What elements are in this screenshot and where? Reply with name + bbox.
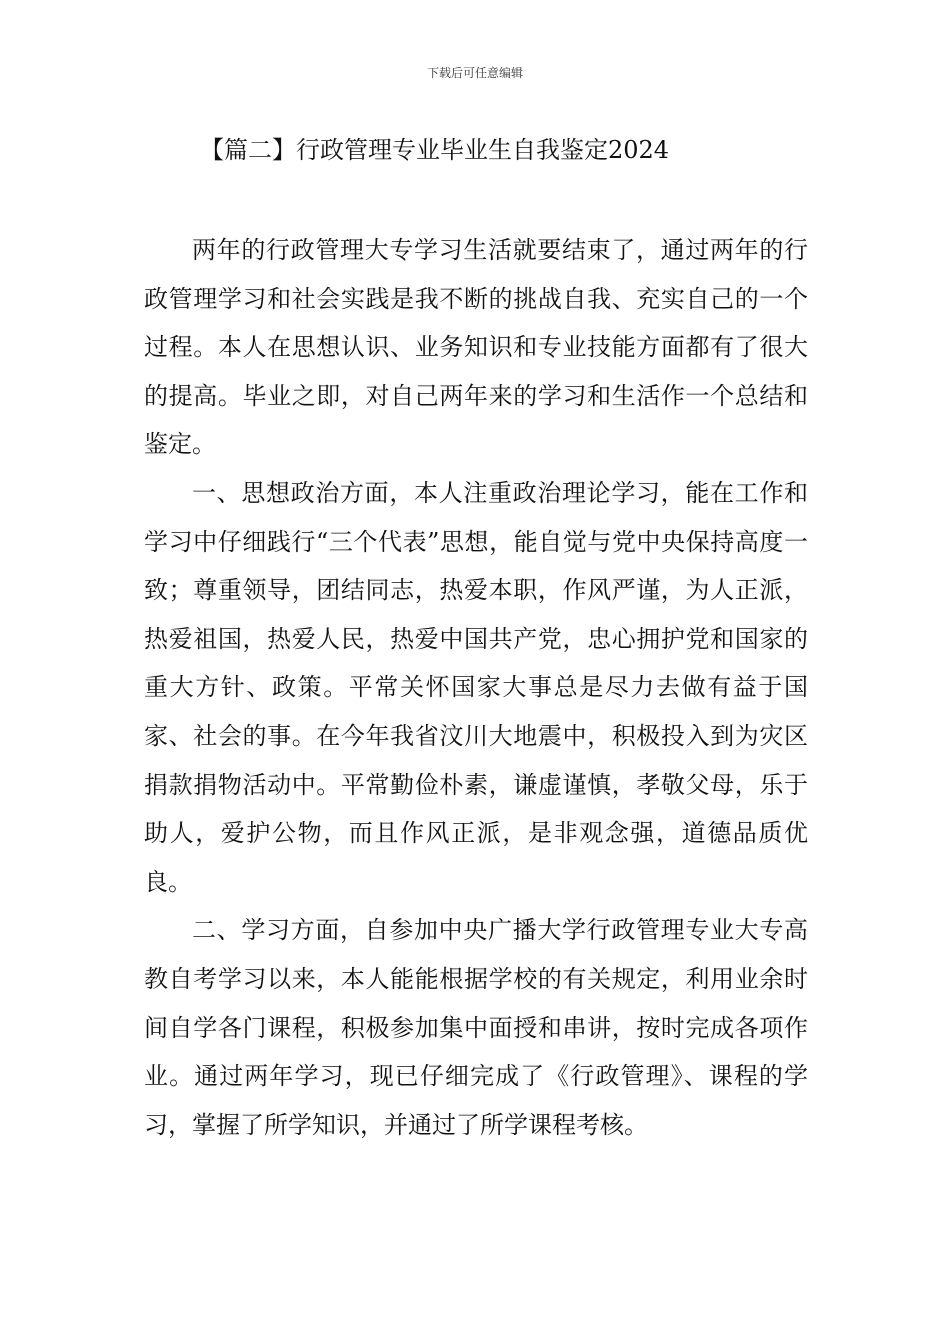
page-header-note: 下载后可任意编辑 [426, 66, 523, 80]
paragraph-political: 一、思想政治方面，本人注重政治理论学习，能在工作和学习中仔细践行“三个代表”思想，能自觉与党中央保持高度一致；尊重领导，团结同志，热爱本职，作风严谨，为人正派，热爱祖国，热爱人民，热爱中国共产党，忠心拥护党和国家的重大方针、政策。平常关怀国家大事总是尽力去做有益于国家、社会的事。在今年我省汶川大地震中，积极投入到为灾区捐款捐物活动中。平常勤俭朴素，谦虚谨慎，孝敬父母，乐于助人，爱护公物，而且作风正派，是非观念强，道德品质优良。 [144, 478, 808, 896]
paragraph-study: 二、学习方面，自参加中央广播大学行政管理专业大专高教自考学习以来，本人能能根据学校的有关规定，利用业余时间自学各门课程，积极参加集中面授和串讲，按时完成各项作业。通过两年学习，现已仔细完成了《行政管理》、课程的学习，掌握了所学知识，并通过了所学课程考核。 [144, 916, 808, 1139]
paragraph-intro: 两年的行政管理大专学习生活就要结束了，通过两年的行政管理学习和社会实践是我不断的挑战自我、充实自己的一个过程。本人在思想认识、业务知识和专业技能方面都有了很大的提高。毕业之即，对自己两年来的学习和生活作一个总结和鉴定。 [144, 236, 808, 459]
document-body [144, 226, 808, 1149]
document-title: 【篇二】行政管理专业毕业生自我鉴定2024 [200, 136, 670, 164]
